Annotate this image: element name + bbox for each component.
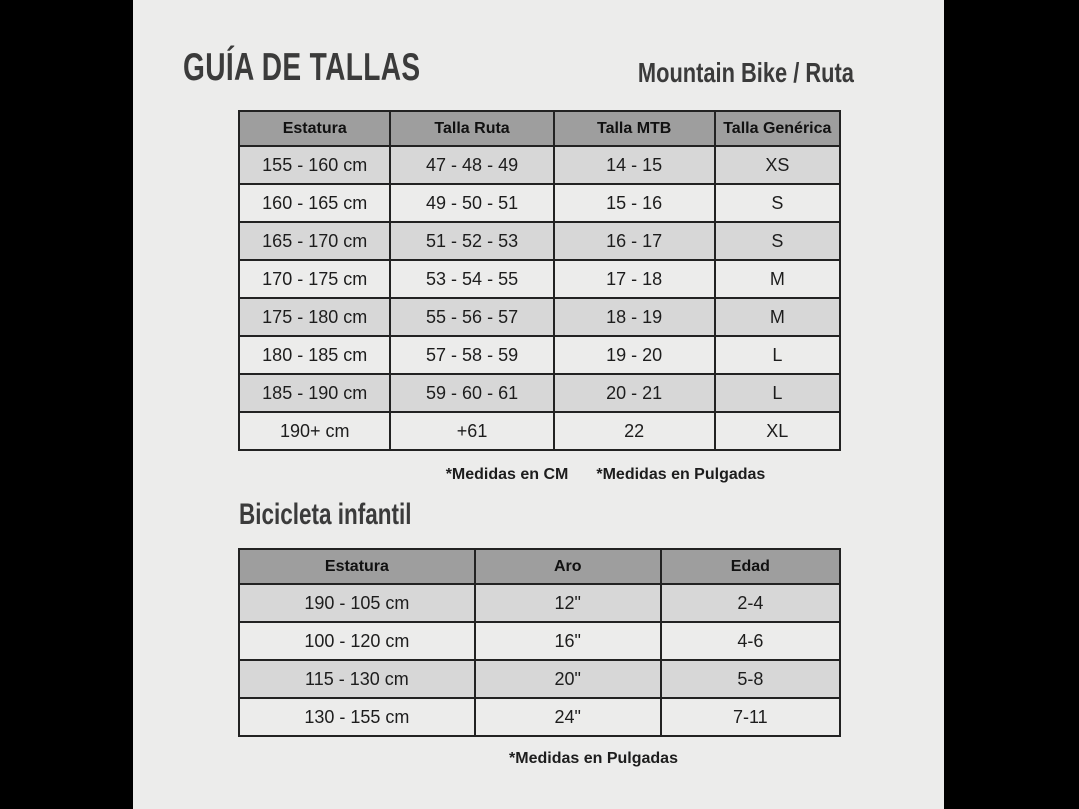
table-cell: 190+ cm <box>239 412 390 450</box>
kids-section-title: Bicicleta infantil <box>239 498 412 531</box>
page-title: GUÍA DE TALLAS <box>183 46 421 89</box>
table-row <box>239 660 840 698</box>
table-cell: 165 - 170 cm <box>239 222 390 260</box>
table-row <box>239 260 840 298</box>
table-row <box>239 146 840 184</box>
kids-table-footnotes <box>238 750 895 768</box>
table-cell: 170 - 175 cm <box>239 260 390 298</box>
table-cell: 115 - 130 cm <box>239 660 475 698</box>
table-cell: 51 - 52 - 53 <box>390 222 553 260</box>
table-row <box>239 336 840 374</box>
table-cell: 15 - 16 <box>554 184 715 222</box>
table-cell: 12" <box>475 584 661 622</box>
column-header: Estatura <box>239 549 475 584</box>
table-cell: 155 - 160 cm <box>239 146 390 184</box>
table-row <box>239 184 840 222</box>
table-cell: S <box>715 222 840 260</box>
table-cell: 7-11 <box>661 698 840 736</box>
column-header: Edad <box>661 549 840 584</box>
table-cell: 190 - 105 cm <box>239 584 475 622</box>
page-subtitle: Mountain Bike / Ruta <box>638 57 854 88</box>
table-cell: 100 - 120 cm <box>239 622 475 660</box>
kids-size-table <box>238 548 841 737</box>
adult-table-footnotes <box>238 466 907 484</box>
table-cell: S <box>715 184 840 222</box>
adult-size-table <box>238 110 841 451</box>
table-cell: 16" <box>475 622 661 660</box>
table-row <box>239 298 840 336</box>
table-row <box>239 584 840 622</box>
table-cell: 2-4 <box>661 584 840 622</box>
table-cell: L <box>715 336 840 374</box>
column-header: Talla Ruta <box>390 111 553 146</box>
table-cell: M <box>715 298 840 336</box>
table-cell: 180 - 185 cm <box>239 336 390 374</box>
table-row <box>239 698 840 736</box>
table-row <box>239 412 840 450</box>
table-cell: 14 - 15 <box>554 146 715 184</box>
table-cell: 20" <box>475 660 661 698</box>
right-black-bar <box>944 0 1079 809</box>
table-cell: 47 - 48 - 49 <box>390 146 553 184</box>
footnote-inches: *Medidas en Pulgadas <box>596 466 766 483</box>
table-row <box>239 374 840 412</box>
table-cell: 130 - 155 cm <box>239 698 475 736</box>
table-cell: 5-8 <box>661 660 840 698</box>
table-cell: 160 - 165 cm <box>239 184 390 222</box>
table-cell: 17 - 18 <box>554 260 715 298</box>
table-cell: 53 - 54 - 55 <box>390 260 553 298</box>
table-row <box>239 622 840 660</box>
left-black-bar <box>0 0 133 809</box>
table-cell: L <box>715 374 840 412</box>
table-cell: M <box>715 260 840 298</box>
table-cell: 175 - 180 cm <box>239 298 390 336</box>
table-cell: XL <box>715 412 840 450</box>
table-cell: 59 - 60 - 61 <box>390 374 553 412</box>
table-cell: 16 - 17 <box>554 222 715 260</box>
table-cell: XS <box>715 146 840 184</box>
table-cell: 20 - 21 <box>554 374 715 412</box>
table-row <box>239 222 840 260</box>
table-cell: 49 - 50 - 51 <box>390 184 553 222</box>
header-row <box>239 111 840 146</box>
table-cell: 4-6 <box>661 622 840 660</box>
size-guide-page <box>133 0 944 809</box>
footnote-cm: *Medidas en CM <box>445 466 569 483</box>
table-cell: 19 - 20 <box>554 336 715 374</box>
table-cell: 22 <box>554 412 715 450</box>
table-cell: 185 - 190 cm <box>239 374 390 412</box>
footnote-inches: *Medidas en Pulgadas <box>509 750 678 767</box>
header-row <box>239 549 840 584</box>
table-cell: +61 <box>390 412 553 450</box>
column-header: Estatura <box>239 111 390 146</box>
table-cell: 55 - 56 - 57 <box>390 298 553 336</box>
table-cell: 18 - 19 <box>554 298 715 336</box>
column-header: Talla MTB <box>554 111 715 146</box>
table-cell: 24" <box>475 698 661 736</box>
table-cell: 57 - 58 - 59 <box>390 336 553 374</box>
column-header: Aro <box>475 549 661 584</box>
column-header: Talla Genérica <box>715 111 840 146</box>
